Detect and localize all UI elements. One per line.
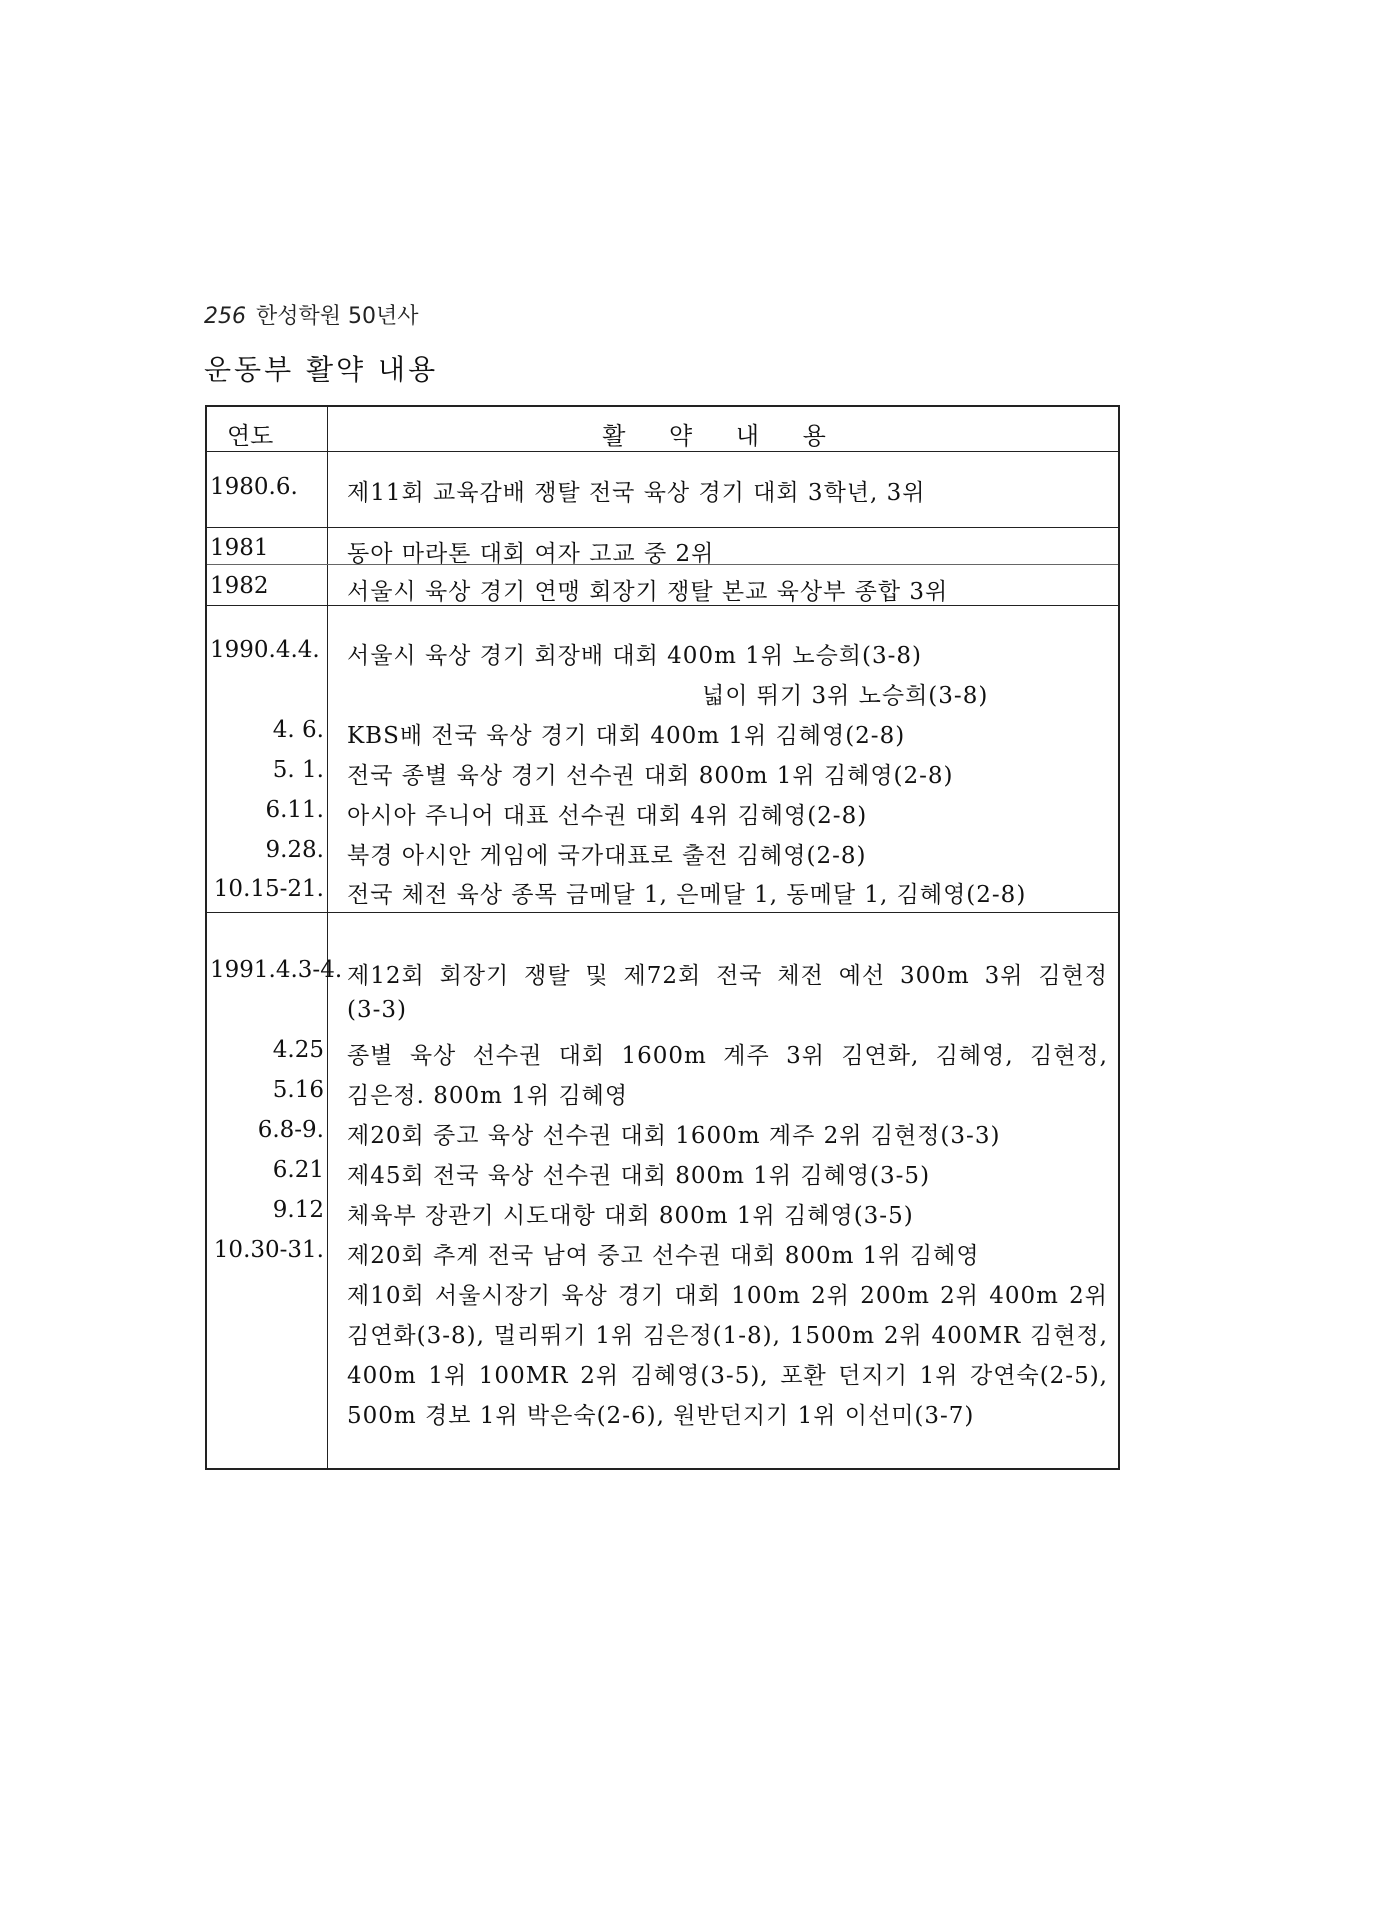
activity-table	[205, 405, 1120, 1470]
table-row	[207, 710, 1118, 750]
row-text: 동아 마라톤 대회 여자 고교 중 2위	[347, 541, 715, 567]
table-row	[207, 467, 1118, 507]
row-divider	[207, 912, 1118, 913]
row-year: 10.30-31.	[213, 1237, 324, 1263]
row-year: 6.8-9.	[257, 1117, 324, 1143]
row-year: 6.21	[272, 1157, 324, 1183]
row-year: 6.11.	[265, 797, 324, 823]
table-row	[207, 869, 1118, 909]
row-year: 1982	[210, 573, 269, 599]
row-text: 전국 체전 육상 종목 금메달 1, 은메달 1, 동메달 1, 김혜영(2-8)	[347, 882, 1027, 908]
table-row	[207, 1030, 1118, 1070]
row-text: KBS배 전국 육상 경기 대회 400m 1위 김혜영(2-8)	[347, 723, 906, 749]
row-year: 5. 1.	[272, 757, 324, 783]
section-title: 운동부 활약 내용	[204, 353, 439, 386]
row-text: 제11회 교육감배 쟁탈 전국 육상 경기 대회 3학년, 3위	[347, 480, 926, 506]
row-text: 서울시 육상 경기 회장배 대회 400m 1위 노승희(3-8)	[347, 643, 922, 669]
row-year: 9.28.	[265, 837, 324, 863]
row-divider	[207, 451, 1118, 452]
row-text: 김연화(3-8), 멀리뛰기 1위 김은정(1-8), 1500m 2위 400MR 김현정,	[347, 1323, 1108, 1349]
row-text: 김은정. 800m 1위 김혜영	[347, 1083, 629, 1109]
row-text: 400m 1위 100MR 2위 김혜영(3-5), 포환 던지기 1위 강연숙(2-5),	[347, 1363, 1108, 1389]
header-activity: 활 약 내 용	[602, 422, 844, 450]
row-year: 1991.4.3-4.	[210, 957, 343, 983]
row-year: 4. 6.	[272, 717, 324, 743]
table-row	[207, 1310, 1118, 1350]
table-row	[207, 1150, 1118, 1190]
table-row	[207, 528, 1118, 568]
row-text: 제45회 전국 육상 선수권 대회 800m 1위 김혜영(3-5)	[347, 1163, 931, 1189]
book-title: 한성학원 50년사	[256, 304, 419, 329]
table-row	[207, 950, 1118, 990]
table-row	[207, 1070, 1118, 1110]
row-text: 제10회 서울시장기 육상 경기 대회 100m 2위 200m 2위 400m 2위	[347, 1283, 1108, 1309]
row-text: 아시아 주니어 대표 선수권 대회 4위 김혜영(2-8)	[347, 803, 868, 829]
table-row	[207, 790, 1118, 830]
row-text: (3-3)	[347, 997, 407, 1023]
row-year: 4.25	[272, 1037, 324, 1063]
running-head	[204, 299, 419, 330]
table-row	[207, 566, 1118, 606]
row-text: 제20회 추계 전국 남여 중고 선수권 대회 800m 1위 김혜영	[347, 1243, 980, 1269]
row-text: 전국 종별 육상 경기 선수권 대회 800m 1위 김혜영(2-8)	[347, 763, 954, 789]
table-row	[207, 1270, 1118, 1310]
row-year: 1980.6.	[210, 474, 298, 500]
row-year: 1990.4.4.	[210, 637, 320, 663]
table-row	[207, 830, 1118, 870]
row-year: 9.12	[272, 1197, 324, 1223]
row-text: 제20회 중고 육상 선수권 대회 1600m 계주 2위 김현정(3-3)	[347, 1123, 1001, 1149]
row-text: 체육부 장관기 시도대항 대회 800m 1위 김혜영(3-5)	[347, 1203, 914, 1229]
row-text: 서울시 육상 경기 연맹 회장기 쟁탈 본교 육상부 종합 3위	[347, 579, 949, 605]
table-row	[207, 1190, 1118, 1230]
row-year: 1981	[210, 535, 269, 561]
page-number: 256	[204, 304, 246, 329]
table-row	[207, 750, 1118, 790]
table-row	[207, 1230, 1118, 1270]
row-year: 5.16	[272, 1077, 324, 1103]
row-text: 북경 아시안 게임에 국가대표로 출전 김혜영(2-8)	[347, 843, 867, 869]
row-year: 10.15-21.	[213, 876, 324, 902]
table-row	[207, 1110, 1118, 1150]
row-text: 500m 경보 1위 박은숙(2-6), 원반던지기 1위 이선미(3-7)	[347, 1403, 975, 1429]
row-text: 제12회 회장기 쟁탈 및 제72회 전국 체전 예선 300m 3위 김현정	[347, 963, 1108, 989]
table-row	[207, 1390, 1118, 1430]
row-text: 종별 육상 선수권 대회 1600m 계주 3위 김연화, 김혜영, 김현정,	[347, 1043, 1108, 1069]
table-row	[207, 670, 1118, 710]
header-year: 연도	[227, 422, 274, 450]
table-row	[207, 990, 1118, 1030]
table-row	[207, 1350, 1118, 1390]
row-text: 넓이 뛰기 3위 노승희(3-8)	[702, 683, 989, 709]
table-row	[207, 630, 1118, 670]
